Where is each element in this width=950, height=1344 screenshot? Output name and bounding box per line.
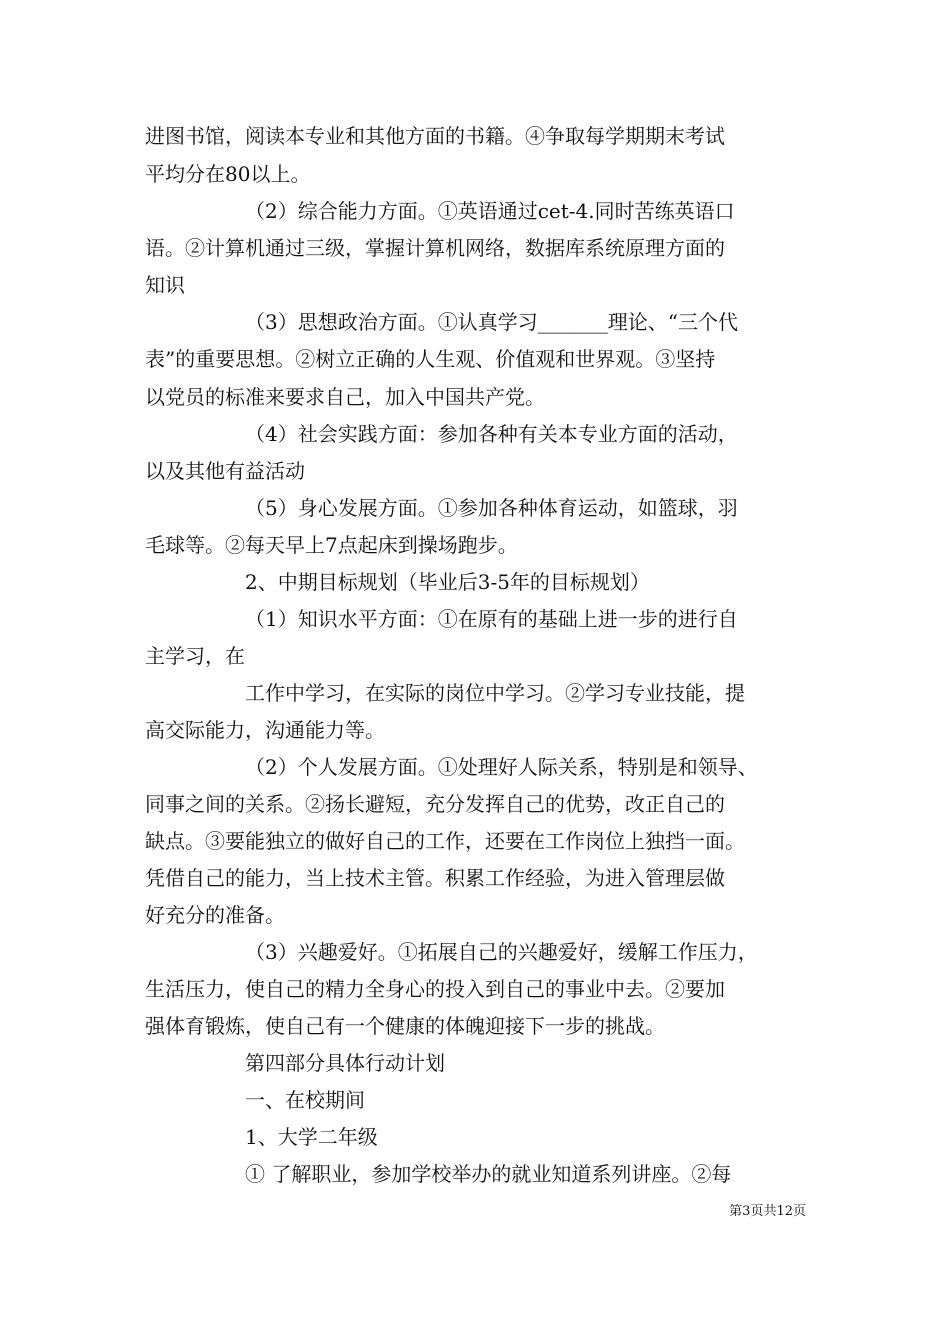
- section-heading: 一、在校期间: [245, 1088, 365, 1112]
- body-line: 以党员的标准来要求自己，加入中国共产党。: [145, 385, 545, 409]
- body-line: （4）社会实践方面：参加各种有关本专业方面的活动，: [245, 422, 738, 446]
- body-line: 语。②计算机通过三级，掌握计算机网络，数据库系统原理方面的: [145, 236, 725, 260]
- page-number: 第3页共12页: [729, 1204, 806, 1219]
- body-line: （3）思想政治方面。①认真学习_______理论、“三个代: [245, 310, 738, 334]
- body-line: 强体育锻炼，使自己有一个健康的体魄迎接下一步的挑战。: [145, 1014, 665, 1038]
- body-line: （3）兴趣爱好。①拓展自己的兴趣爱好，缓解工作压力，: [245, 940, 758, 964]
- section-heading: 2、中期目标规划（毕业后3-5年的目标规划）: [245, 570, 650, 594]
- section-heading: 1、大学二年级: [245, 1125, 378, 1149]
- body-line: （5）身心发展方面。①参加各种体育运动，如篮球，羽: [245, 496, 738, 520]
- body-line: 工作中学习，在实际的岗位中学习。②学习专业技能，提: [245, 681, 745, 705]
- body-line: 毛球等。②每天早上7点起床到操场跑步。: [145, 533, 518, 557]
- body-line: 生活压力，使自己的精力全身心的投入到自己的事业中去。②要加: [145, 977, 725, 1001]
- body-line: 以及其他有益活动: [145, 459, 305, 483]
- body-line: 主学习，在: [145, 644, 245, 668]
- body-line: 知识: [145, 273, 185, 297]
- body-line: 表”的重要思想。②树立正确的人生观、价值观和世界观。③坚持: [145, 347, 716, 371]
- body-line: （2）综合能力方面。①英语通过cet-4.同时苦练英语口: [245, 199, 735, 223]
- body-line: （1）知识水平方面：①在原有的基础上进一步的进行自: [245, 607, 738, 631]
- body-line: 同事之间的关系。②扬长避短，充分发挥自己的优势，改正自己的: [145, 792, 725, 816]
- section-heading: 第四部分具体行动计划: [245, 1051, 445, 1075]
- body-line: 进图书馆，阅读本专业和其他方面的书籍。④争取每学期期末考试: [145, 124, 725, 148]
- body-line: （2）个人发展方面。①处理好人际关系，特别是和领导、: [245, 755, 758, 779]
- body-line: 高交际能力，沟通能力等。: [145, 718, 385, 742]
- body-line: 缺点。③要能独立的做好自己的工作，还要在工作岗位上独挡一面。: [145, 829, 745, 853]
- body-line: 好充分的准备。: [145, 903, 285, 927]
- body-line: ① 了解职业，参加学校举办的就业知道系列讲座。②每: [245, 1162, 732, 1186]
- body-line: 凭借自己的能力，当上技术主管。积累工作经验，为进入管理层做: [145, 866, 725, 890]
- body-line: 平均分在80以上。: [145, 162, 311, 186]
